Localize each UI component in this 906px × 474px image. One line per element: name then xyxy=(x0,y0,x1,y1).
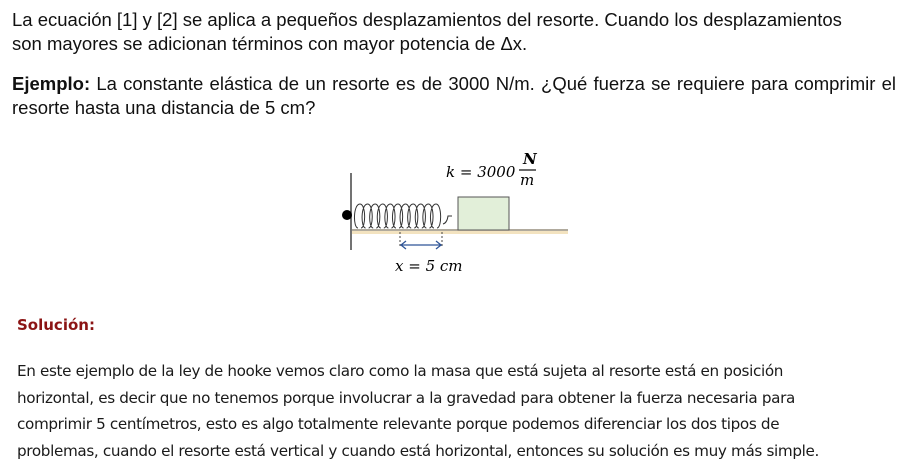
solution-line: En este ejemplo de la ley de hooke vemos claro como la masa que está sujeta al resorte está en posición xyxy=(17,362,784,380)
spring-end xyxy=(443,216,452,224)
anchor-point xyxy=(342,210,352,220)
unit-numerator: N xyxy=(523,150,537,168)
intro-line-2: son mayores se adicionan términos con mayor potencia de Δx. xyxy=(12,33,528,54)
example-text: La constante elástica de un resorte es de 3000 N/m. ¿Qué fuerza se requiere para comprimir el resorte hasta una distancia de 5 cm? xyxy=(12,73,896,118)
intro-line-1: La ecuación [1] y [2] se aplica a pequeños desplazamientos del resorte. Cuando los desplazamientos xyxy=(12,9,842,30)
solution-line: problemas, cuando el resorte está vertical y cuando está horizontal, entonces su solución es muy más simple. xyxy=(17,441,819,460)
spring-diagram xyxy=(330,140,580,280)
k-label: k = 3000 xyxy=(446,163,516,181)
displacement-arrow xyxy=(401,241,441,249)
solution-line: comprimir 5 centímetros, esto es algo totalmente relevante porque podemos diferenciar los dos tipos de xyxy=(17,415,780,434)
example-label: Ejemplo: xyxy=(12,73,91,94)
solution-heading: Solución: xyxy=(17,316,95,334)
intro-paragraph xyxy=(12,8,896,56)
x-label: x = 5 cm xyxy=(395,257,463,275)
unit-denominator: m xyxy=(520,171,535,189)
spring-icon xyxy=(354,204,440,228)
solution-line: horizontal, es decir que no tenemos porque involucrar a la gravedad para obtener la fuerza necesaria para xyxy=(17,388,795,407)
mass-block xyxy=(458,197,509,230)
solution-paragraph xyxy=(17,358,897,464)
example-paragraph xyxy=(12,72,896,120)
